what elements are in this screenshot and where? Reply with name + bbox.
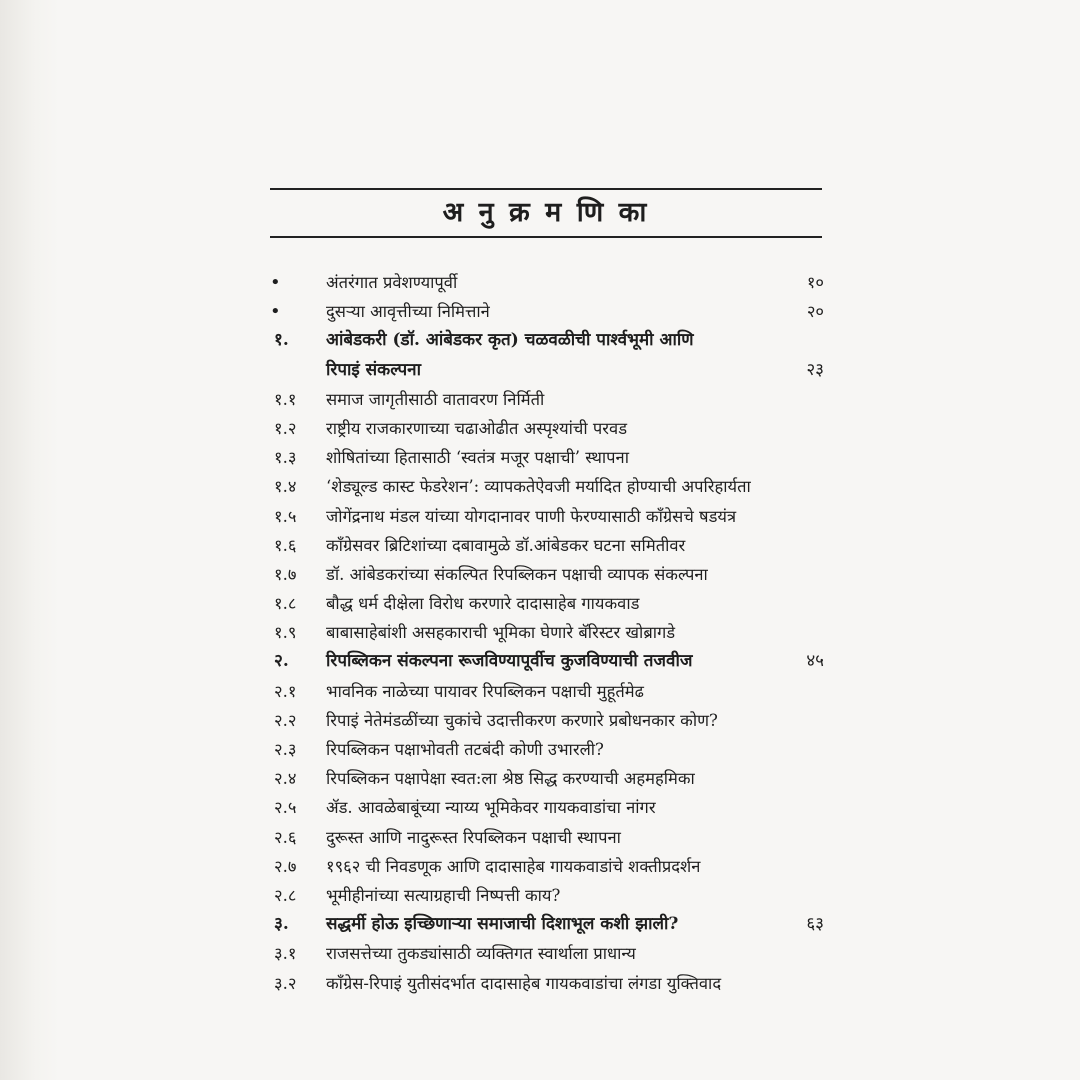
section-number: १.६ — [274, 535, 297, 555]
toc-entry[interactable] — [270, 531, 830, 560]
section-title: जोगेंद्रनाथ मंडल यांच्या योगदानावर पाणी फेरण्यासाठी काँग्रेसचे षडयंत्र — [326, 506, 737, 526]
section-number: १.८ — [274, 594, 297, 614]
section-title: शोषितांच्या हितासाठी ‘स्वतंत्र मजूर पक्षाची’ स्थापना — [326, 448, 629, 468]
toc-entry[interactable] — [270, 823, 830, 852]
section-title: काँग्रेसवर ब्रिटिशांच्या दबावामुळे डॉ.आंबेडकर घटना समितीवर — [326, 535, 686, 555]
section-number: २.८ — [274, 885, 297, 905]
toc-entry[interactable] — [270, 793, 830, 822]
section-number: २.७ — [274, 856, 297, 876]
chapter-1-heading[interactable] — [270, 326, 830, 355]
toc-entry-text: अंतरंगात प्रवेशण्यापूर्वी — [326, 273, 458, 292]
chapter-number: ३. — [274, 914, 289, 935]
toc-entry[interactable] — [270, 385, 830, 414]
section-number: ३.२ — [274, 973, 297, 993]
bullet-icon: • — [270, 272, 281, 293]
section-number: १.५ — [274, 506, 297, 526]
section-number: २.२ — [274, 710, 297, 730]
toc-entry-text: दुसऱ्या आवृत्तीच्या निमित्ताने — [326, 302, 490, 322]
toc-page-number: २० — [806, 302, 824, 322]
section-number: १.२ — [274, 418, 297, 438]
section-title: समाज जागृतीसाठी वातावरण निर्मिती — [326, 389, 545, 409]
toc-entry[interactable] — [270, 443, 830, 472]
toc-entry[interactable] — [270, 589, 830, 618]
chapter-1-heading-cont[interactable] — [270, 356, 830, 385]
toc-entry[interactable] — [270, 706, 830, 735]
section-title: रिपब्लिकन पक्षापेक्षा स्वत:ला श्रेष्ठ सिद्ध करण्याची अहमहमिका — [326, 769, 695, 789]
chapter-number: १. — [274, 330, 289, 351]
section-title: बाबासाहेबांशी असहकाराची भूमिका घेणारे बॅरिस्टर खोब्रागडे — [326, 623, 676, 643]
toc-entry[interactable] — [270, 881, 830, 910]
toc-entry[interactable] — [270, 677, 830, 706]
chapter-title-line-2: रिपाइं संकल्पना — [326, 359, 422, 380]
page-gutter-shadow — [0, 0, 60, 1080]
section-title: बौद्ध धर्म दीक्षेला विरोध करणारे दादासाहेब गायकवाड — [326, 594, 640, 614]
chapter-2-heading[interactable] — [270, 647, 830, 676]
toc-entry[interactable] — [270, 852, 830, 881]
toc-entry[interactable] — [270, 414, 830, 443]
toc-entries — [270, 268, 830, 998]
toc-page-number: ४५ — [806, 651, 824, 672]
section-number: १.७ — [274, 564, 297, 584]
section-number: २.४ — [274, 769, 297, 789]
chapter-3-heading[interactable] — [270, 910, 830, 939]
toc-entry-front-2[interactable] — [270, 297, 830, 326]
toc-entry[interactable] — [270, 618, 830, 647]
section-title: काँग्रेस-रिपाइं युतीसंदर्भात दादासाहेब गायकवाडांचा लंगडा युक्तिवाद — [326, 973, 722, 993]
section-title: राजसत्तेच्या तुकड्यांसाठी व्यक्तिगत स्वार्थाला प्राधान्य — [326, 944, 636, 964]
section-number: २.५ — [274, 798, 297, 818]
section-number: २.६ — [274, 827, 297, 847]
bullet-icon: • — [270, 301, 281, 323]
section-title: ॲड. आवळेबाबूंच्या न्याय्य भूमिकेवर गायकवाडांचा नांगर — [326, 798, 656, 818]
bottom-rule — [270, 236, 822, 238]
section-title: रिपब्लिकन पक्षाभोवती तटबंदी कोणी उभारली? — [326, 740, 604, 759]
section-title: राष्ट्रीय राजकारणाच्या चढाओढीत अस्पृश्यांची परवड — [326, 418, 628, 438]
section-number: १.१ — [274, 389, 297, 409]
section-title: भूमीहीनांच्या सत्याग्रहाची निष्पत्ती काय? — [326, 885, 561, 905]
section-title: दुरूस्त आणि नादुरूस्त रिपब्लिकन पक्षाची स्थापना — [326, 827, 621, 847]
section-title: रिपाइं नेतेमंडळींच्या चुकांचे उदात्तीकरण करणारे प्रबोधनकार कोण? — [326, 710, 718, 730]
chapter-title-line-1: आंबेडकरी (डॉ. आंबेडकर कृत) चळवळीची पार्श्वभूमी आणि — [326, 330, 694, 351]
section-title: १९६२ ची निवडणूक आणि दादासाहेब गायकवाडांचे शक्तीप्रदर्शन — [326, 856, 701, 876]
toc-page-number: १० — [806, 273, 824, 292]
toc-entry[interactable] — [270, 735, 830, 764]
section-title: भावनिक नाळेच्या पायावर रिपब्लिकन पक्षाची मुहूर्तमेढ — [326, 681, 644, 701]
table-of-contents — [270, 188, 830, 993]
chapter-title: सद्धर्मी होऊ इच्छिणाऱ्या समाजाची दिशाभूल कशी झाली? — [326, 914, 679, 935]
section-number: २.३ — [274, 740, 297, 759]
toc-entry-front-1[interactable] — [270, 268, 830, 297]
section-number: १.९ — [274, 623, 297, 643]
page-title: अ नु क्र म णि का — [442, 197, 650, 228]
section-number: १.३ — [274, 448, 297, 468]
toc-page-number: २३ — [806, 359, 824, 380]
toc-entry[interactable] — [270, 560, 830, 589]
chapter-title: रिपब्लिकन संकल्पना रूजविण्यापूर्वीच कुजविण्याची तजवीज — [326, 651, 693, 672]
section-title: डॉ. आंबेडकरांच्या संकल्पित रिपब्लिकन पक्षाची व्यापक संकल्पना — [326, 564, 708, 584]
toc-entry[interactable] — [270, 939, 830, 968]
section-number: ३.१ — [274, 944, 297, 964]
chapter-number: २. — [274, 651, 289, 672]
toc-entry[interactable] — [270, 472, 830, 501]
section-title: ‘शेड्यूल्ड कास्ट फेडरेशन’: व्यापकतेऐवजी मर्यादित होण्याची अपरिहार्यता — [326, 477, 751, 497]
toc-entry[interactable] — [270, 502, 830, 531]
toc-entry[interactable] — [270, 764, 830, 793]
toc-entry[interactable] — [270, 969, 830, 998]
toc-page-number: ६३ — [806, 914, 824, 935]
section-number: १.४ — [274, 477, 297, 497]
section-number: २.१ — [274, 681, 297, 701]
